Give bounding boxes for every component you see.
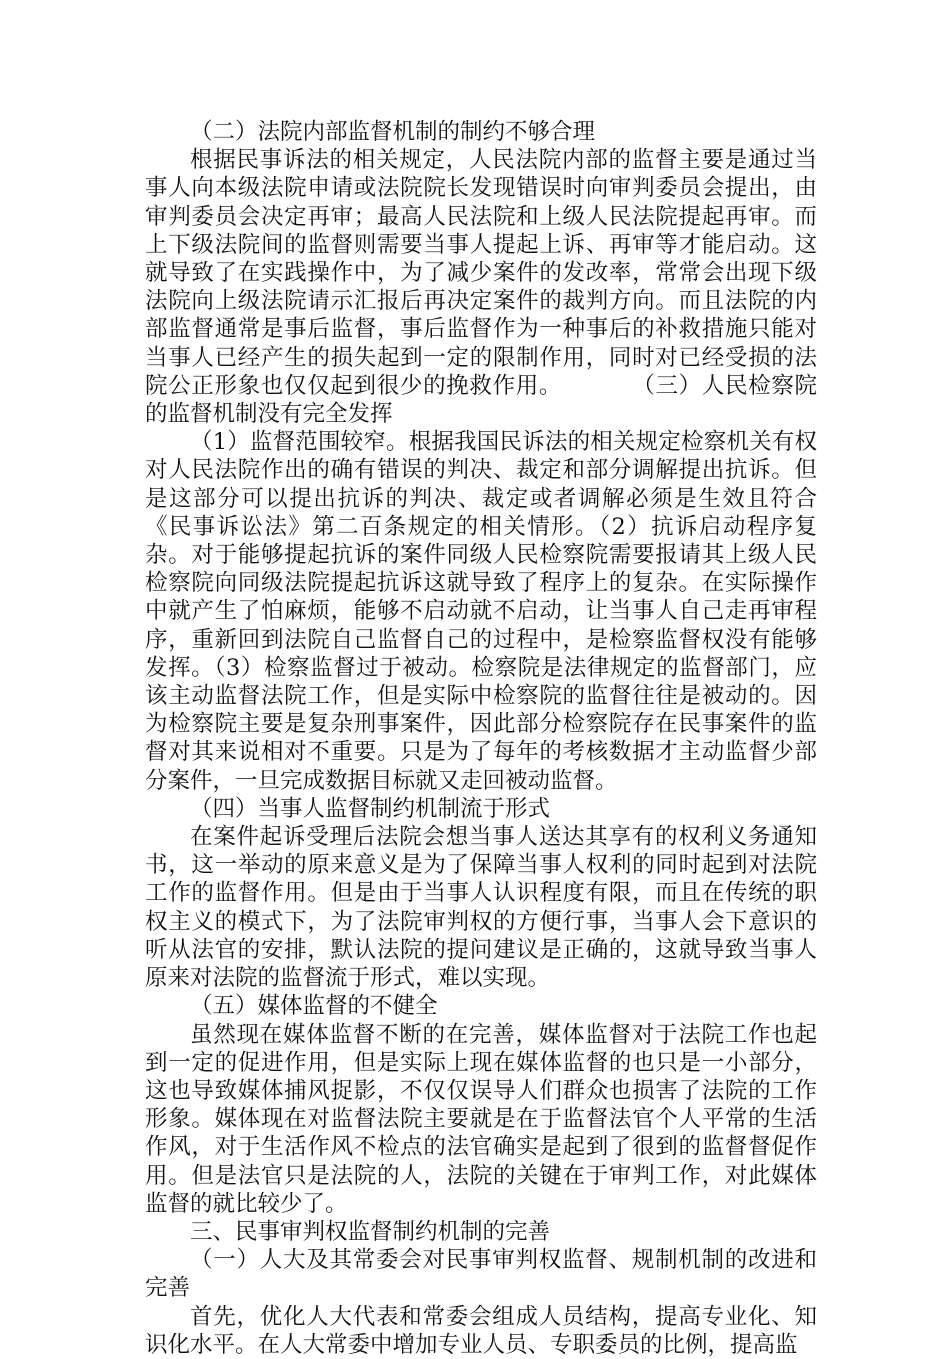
paragraph-media-supervision: 虽然现在媒体监督不断的在完善，媒体监督对于法院工作也起到一定的促进作用，但是实际上现在媒体监督的也只是一小部分，这也导致媒体捕风捉影，不仅仅误导人们群众也损害了法院的工作形象。媒体现在对监督法院主要就是在于监督法官个人平常的生活作风，对于生活作风不检点的法官确实是起到了很到的监督督促作用。但是法官只是法院的人，法院的关键在于审判工作，对此媒体监督的就比较少了。	[145, 1021, 817, 1217]
chapter-heading-improvement: 三、民事审判权监督制约机制的完善	[190, 1218, 551, 1245]
document-page	[145, 118, 817, 1359]
paragraph-court-internal-supervision: 根据民事诉法的相关规定，人民法院内部的监督主要是通过当事人向本级法院申请或法院院长发现错误时向审判委员会提出，由审判委员会决定再审；最高人民法院和上级人民法院提起再审。而上下级法院间的监督则需要当事人提起上诉、再审等才能启动。这就导致了在实践操作中，为了减少案件的发改率，常常会出现下级法院向上级法院请示汇报后再决定案件的裁判方向。而且法院的内部监督通常是事后监督，事后监督作为一种事后的补救措施只能对当事人已经产生的损失起到一定的限制作用，同时对已经受损的法院公正形象也仅仅起到很少的挽救作用。 （三）人民检察院的监督机制没有完全发挥	[145, 147, 817, 428]
paragraph-party-supervision: 在案件起诉受理后法院会想当事人送达其享有的权利义务通知书，这一举动的原来意义是为了保障当事人权利的同时起到对法院工作的监督作用。但是由于当事人认识程度有限，而且在传统的职权主义的模式下，为了法院审判权的方便行事，当事人会下意识的听从法官的安排，默认法院的提问建议是正确的，这就导致当事人原来对法院的监督流于形式，难以实现。	[145, 824, 817, 992]
paragraph-npc-supervision: 首先，优化人大代表和常委会组成人员结构，提高专业化、知识化水平。在人大常委中增加专业人员、专职委员的比例，提高监	[145, 1303, 817, 1358]
section-heading-party-supervision: （四）当事人监督制约机制流于形式	[190, 795, 551, 822]
paragraph-procuratorate-supervision: （1）监督范围较窄。根据我国民诉法的相关规定检察机关有权对人民法院作出的确有错误的判决、裁定和部分调解提出抗诉。但是这部分可以提出抗诉的判决、裁定或者调解必须是生效且符合《民事诉讼法》第二百条规定的相关情形。（2）抗诉启动程序复杂。对于能够提起抗诉的案件同级人民检察院需要报请其上级人民检察院向同级法院提起抗诉这就导致了程序上的复杂。在实际操作中就产生了怕麻烦，能够不启动就不启动，让当事人自己走再审程序，重新回到法院自己监督自己的过程中，是检察监督权没有能够发挥。（3）检察监督过于被动。检察院是法律规定的监督部门，应该主动监督法院工作，但是实际中检察院的监督往往是被动的。因为检察院主要是复杂刑事案件，因此部分检察院存在民事案件的监督对其来说相对不重要。只是为了每年的考核数据才主动监督少部分案件，一旦完成数据目标就又走回被动监督。	[145, 429, 817, 794]
section-heading-media-supervision: （五）媒体监督的不健全	[190, 993, 438, 1020]
section-heading-court-internal-supervision: （二）法院内部监督机制的制约不够合理	[190, 119, 596, 145]
section-heading-npc-supervision: （一）人大及其常委会对民事审判权监督、规制机制的改进和完善	[145, 1247, 817, 1302]
